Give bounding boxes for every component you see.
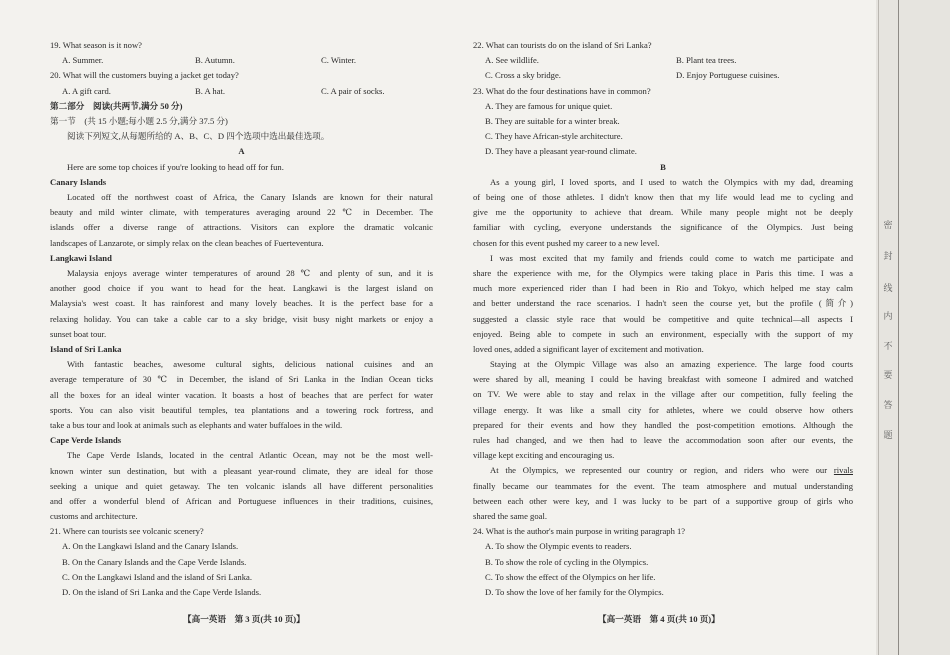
- text-line: As a young girl, I loved sports, and I used to watch the Olympics with my dad, dreaming: [490, 176, 853, 187]
- text-line: of being one of those athletes. I didn't know then that my life would lead me to cycling and: [473, 192, 853, 203]
- text-line: B. On the Canary Islands and the Cape Verde Islands.: [62, 556, 247, 567]
- binding-char: 内: [883, 312, 893, 322]
- binding-char: 线: [883, 284, 893, 294]
- text-line: give me the opportunity to achieve that dream. While many people might not be deeply: [473, 207, 853, 218]
- text-line: seeking a unique and quiet getaway. The ten volcanic islands all have different personalities: [50, 480, 433, 491]
- text-line: average temperature of 30 ℃ in December, the island of Sri Lanka in the Indian Ocean ticks: [50, 374, 433, 385]
- text-line: share the experience with me, for the Olympics were taking place in Paris this time. I was a: [473, 267, 853, 278]
- text-line: 第一节 (共 15 小题;每小题 2.5 分,满分 37.5 分): [50, 116, 228, 127]
- page-footer-right: 【高一英语 第 4 页(共 10 页)】: [598, 614, 720, 624]
- text-line: Staying at the Olympic Village was also an amazing experience. The large food courts: [490, 359, 853, 370]
- answer-option: A. Summer.: [62, 55, 104, 66]
- text-segment: At the Olympics, we represented our country or region, and riders who were our: [490, 465, 834, 476]
- answer-option: C. Winter.: [321, 55, 357, 66]
- text-line: I was most excited that my family and friends could come to watch me participate and: [490, 252, 853, 263]
- text-line: A: [238, 146, 245, 157]
- text-line: D. To show the love of her family for the Olympics.: [485, 587, 664, 598]
- answer-option: D. Enjoy Portuguese cuisines.: [676, 70, 780, 81]
- text-line: between each other were key, and I was lucky to be part of a supportive group of girls who: [473, 495, 853, 506]
- text-line: all the boxes for an ideal winter vacation. It boasts a host of beaches that are perfect for water: [50, 389, 433, 400]
- text-line: 24. What is the author's main purpose in writing paragraph 1?: [473, 526, 686, 537]
- text-line: [473, 463, 853, 478]
- binding-char: 不: [883, 342, 893, 352]
- text-line: suggested a classic style race that would be competitive and quite technical—all aspects I: [473, 313, 853, 324]
- text-line: With fantastic beaches, awesome cultural sights, delicious national cuisines and an: [67, 359, 433, 370]
- text-line: The Cape Verde Islands, located in the central Atlantic Ocean, may not be the most well-: [67, 450, 433, 461]
- text-line: Malaysia's west coast. It has rainforest and many lovely beaches. It is the perfect base for a: [50, 298, 433, 309]
- text-line: A. To show the Olympic events to readers.: [485, 541, 632, 552]
- text-line: 19. What season is it now?: [50, 40, 142, 50]
- text-line: customs and architecture.: [50, 511, 138, 522]
- answer-option: C. Cross a sky bridge.: [485, 70, 561, 81]
- text-line: D. On the island of Sri Lanka and the Cape Verde Islands.: [62, 587, 262, 598]
- text-line: 22. What can tourists do on the island of Sri Lanka?: [473, 40, 652, 50]
- text-line: Cape Verde Islands: [50, 435, 122, 446]
- text-line: relaxing holiday. You can take a cable car to a sky bridge, visit busy night markets or enjoy a: [50, 313, 433, 324]
- text-line: familiar with cycling, everyone understands the significance of the Olympics. Just being: [473, 222, 853, 233]
- text-line: C. On the Langkawi Island and the island of Sri Lanka.: [62, 571, 252, 582]
- text-line: sunset boat tour.: [50, 328, 107, 339]
- page-footer-left: 【高一英语 第 3 页(共 10 页)】: [183, 614, 305, 624]
- text-line: 21. Where can tourists see volcanic scenery?: [50, 526, 204, 537]
- text-line: beauty and mild winter climate, with temperatures averaging around 22 ℃ in December. The: [50, 207, 433, 218]
- answer-option: A. See wildlife.: [485, 55, 539, 66]
- text-line: C. They have African-style architecture.: [485, 131, 623, 142]
- text-line: were shared by all, meaning I could be having breakfast with someone I admired and watched: [473, 374, 853, 385]
- text-line: B. To show the role of cycling in the Olympics.: [485, 556, 649, 567]
- text-line: much more experienced rider than I had been in Rio and Tokyo, which helped me stay calm: [473, 283, 853, 294]
- answer-option: B. A hat.: [195, 85, 226, 96]
- text-line: B: [660, 161, 666, 172]
- right-column: [473, 38, 853, 600]
- binding-char: 密: [883, 221, 893, 231]
- text-line: 第二部分 阅读(共两节,满分 50 分): [50, 100, 183, 111]
- text-line: D. They have a pleasant year-round climate.: [485, 146, 637, 157]
- text-line: Island of Sri Lanka: [50, 343, 122, 354]
- binding-line: [878, 0, 879, 655]
- binding-char: 答: [883, 401, 893, 411]
- text-line: B. They are suitable for a winter break.: [485, 116, 620, 127]
- binding-char: 要: [883, 371, 893, 381]
- text-line: take a bus tour and look at animals such as elephants and water buffaloes in the wild.: [50, 419, 343, 430]
- binding-char: 封: [883, 252, 893, 262]
- text-line: A. On the Langkawi Island and the Canary Islands.: [62, 541, 239, 552]
- left-column: [50, 38, 433, 600]
- text-line: Malaysia enjoys average winter temperatures of around 28 ℃ and plenty of sun, and it is: [67, 268, 433, 278]
- option-row: [50, 84, 433, 99]
- text-line: and better understand the race scenarios. I hadn't seen the course yet, but the profile (简介): [473, 298, 853, 309]
- text-line: finally became our teammates for the event. The team atmosphere and mutual understanding: [473, 480, 853, 491]
- text-line: landscapes of Lanzarote, or simply relax on the clean beaches of Fuerteventura.: [50, 237, 324, 248]
- option-row: [473, 68, 853, 83]
- text-line: 23. What do the four destinations have in common?: [473, 85, 651, 96]
- text-line: chosen for this event pushed my career to a new level.: [473, 237, 660, 248]
- text-line: prepared for their events and how they handled the post-competition emotions. Although the: [473, 419, 853, 430]
- text-line: Langkawi Island: [50, 252, 112, 263]
- text-line: 20. What will the customers buying a jacket get today?: [50, 70, 239, 81]
- text-line: Canary Islands: [50, 176, 107, 187]
- answer-option: B. Autumn.: [195, 55, 235, 66]
- text-line: A. They are famous for unique quiet.: [485, 100, 613, 111]
- underlined-word: rivals: [833, 465, 853, 476]
- answer-option: C. A pair of socks.: [321, 85, 385, 96]
- text-line: Located off the northwest coast of Africa, the Canary Islands are known for their natural: [67, 192, 433, 203]
- text-line: village energy. It was like a small city for athletes, where we could observe how others: [473, 404, 853, 415]
- binding-line: [898, 0, 899, 655]
- text-line: 阅读下列短文,从每题所给的 A、B、C、D 四个选项中选出最佳选项。: [67, 131, 330, 142]
- text-line: C. To show the effect of the Olympics on her life.: [485, 571, 656, 582]
- text-line: village kept exciting and encouraging us.: [473, 450, 615, 461]
- text-line: shared the same goal.: [473, 511, 547, 521]
- text-line: known winter sun destination, but with a pleasant year-round climate, they are ideal for those: [50, 465, 433, 476]
- answer-option: A. A gift card.: [62, 85, 111, 96]
- answer-option: B. Plant tea trees.: [676, 55, 737, 66]
- option-row: [50, 53, 433, 68]
- text-line: Here are some top choices if you're looking to head off for fun.: [67, 161, 284, 172]
- text-line: and offer a wonderful blend of African and Portuguese influences in their traditions, cuisines,: [50, 495, 433, 506]
- text-line: another good choice if you want to head for the heat. Langkawi is the largest island on: [50, 283, 433, 294]
- binding-char: 题: [883, 431, 893, 441]
- text-line: enjoyed. Being able to compete in such an environment, especially with the support of my: [473, 328, 853, 339]
- text-line: sports. You can also visit beautiful temples, tea plantations and a towering rock fortress, and: [50, 404, 433, 415]
- option-row: [473, 53, 853, 68]
- text-line: rules had changed, and we then had to leave the accommodation soon after our events, the: [473, 435, 853, 446]
- text-line: islands offer a diverse range of attractions. Visitors can explore the dramatic volcanic: [50, 222, 433, 233]
- binding-margin: [876, 0, 950, 655]
- text-line: on TV. We were able to stay and relax in the village after our competition, fully feeling the: [473, 389, 853, 400]
- text-line: loved ones, added a significant layer of excitement and motivation.: [473, 343, 704, 354]
